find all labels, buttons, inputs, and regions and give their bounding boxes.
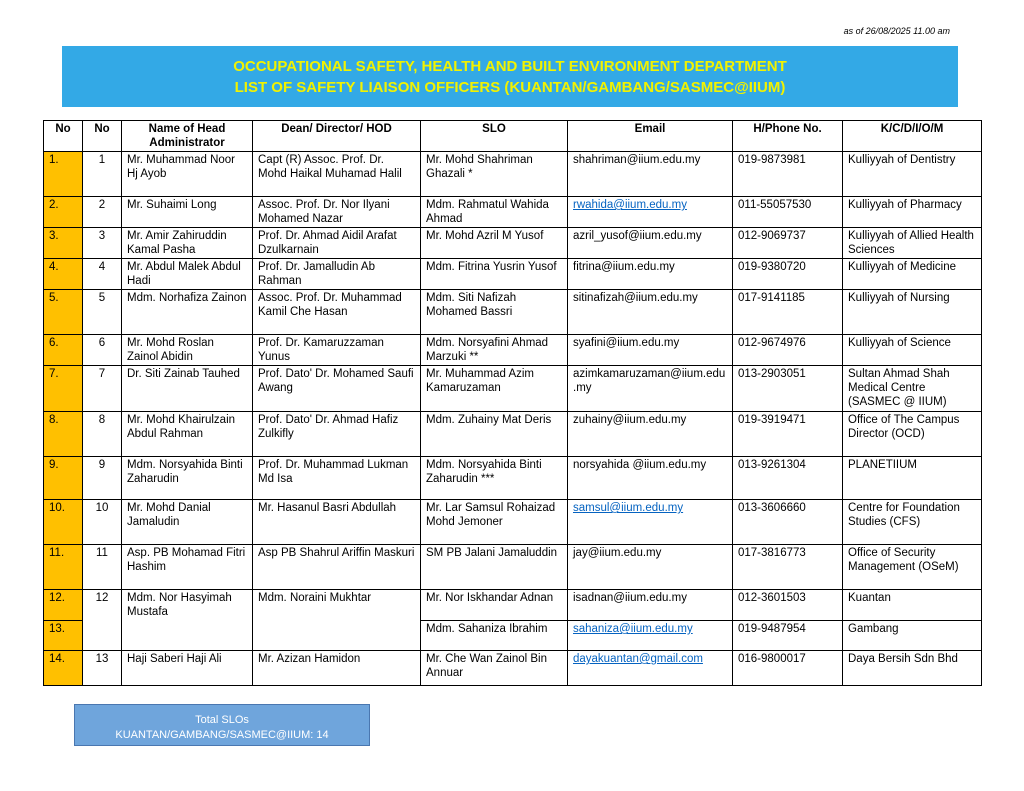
phone: 017-3816773 [733,545,843,590]
slo-name: Mdm. Norsyahida Binti Zaharudin *** [421,457,568,500]
dean: Prof. Dr. Ahmad Aidil Arafat Dzulkarnain [253,228,421,259]
email: azril_yusof@iium.edu.my [568,228,733,259]
table-header-row [44,121,982,152]
head-admin: Mdm. Norhafiza Zainon [122,290,253,335]
head-admin: Mdm. Nor Hasyimah Mustafa [122,590,253,651]
email-link[interactable]: rwahida@iium.edu.my [573,199,687,211]
phone: 012-9674976 [733,335,843,366]
header-no: No [83,121,122,152]
slo-name: Mdm. Siti Nafizah Mohamed Bassri [421,290,568,335]
email-link[interactable]: samsul@iium.edu.my [573,502,684,514]
slo-name: Mdm. Fitrina Yusrin Yusof [421,259,568,290]
phone: 013-9261304 [733,457,843,500]
row-index: 4. [44,259,83,290]
kcd: Gambang [843,621,982,651]
table-row [44,366,982,412]
row-index: 2. [44,197,83,228]
phone: 017-9141185 [733,290,843,335]
row-no: 11 [83,545,122,590]
kcd: Office of Security Management (OSeM) [843,545,982,590]
slo-name: Mr. Nor Iskhandar Adnan [421,590,568,621]
row-no: 4 [83,259,122,290]
kcd: Daya Bersih Sdn Bhd [843,651,982,686]
kcd: PLANETIIUM [843,457,982,500]
phone: 019-9487954 [733,621,843,651]
phone: 012-9069737 [733,228,843,259]
dean: Mdm. Noraini Mukhtar [253,590,421,651]
row-index: 8. [44,412,83,457]
slo-name: Mdm. Rahmatul Wahida Ahmad [421,197,568,228]
table-row [44,152,982,197]
head-admin: Asp. PB Mohamad Fitri Hashim [122,545,253,590]
title-department: OCCUPATIONAL SAFETY, HEALTH AND BUILT ENVIRONMENT DEPARTMENT [233,58,787,75]
kcd: Kuantan [843,590,982,621]
kcd: Kulliyyah of Nursing [843,290,982,335]
table-row [44,335,982,366]
table-row [44,500,982,545]
table-row [44,290,982,335]
dean: Assoc. Prof. Dr. Nor Ilyani Mohamed Nazar [253,197,421,228]
row-no: 13 [83,651,122,686]
kcd: Sultan Ahmad Shah Medical Centre (SASMEC @ IIUM) [843,366,982,412]
slo-name: Mr. Mohd Azril M Yusof [421,228,568,259]
email-link[interactable]: dayakuantan@gmail.com [573,653,703,665]
table-row [44,197,982,228]
head-admin: Mr. Abdul Malek Abdul Hadi [122,259,253,290]
slo-name: Mr. Che Wan Zainol Bin Annuar [421,651,568,686]
kcd: Kulliyyah of Pharmacy [843,197,982,228]
slo-name: Mr. Lar Samsul Rohaizad Mohd Jemoner [421,500,568,545]
row-index: 9. [44,457,83,500]
row-index: 10. [44,500,83,545]
row-index: 5. [44,290,83,335]
total-slos-box [74,704,370,746]
slo-name: Mr. Muhammad Azim Kamaruzaman [421,366,568,412]
row-no: 3 [83,228,122,259]
slo-table [43,120,982,686]
row-index: 6. [44,335,83,366]
email [568,651,733,686]
dean: Prof. Dr. Kamaruzzaman Yunus [253,335,421,366]
row-no: 2 [83,197,122,228]
kcd: Kulliyyah of Allied Health Sciences [843,228,982,259]
email: isadnan@iium.edu.my [568,590,733,621]
table-row [44,228,982,259]
table-row [44,545,982,590]
phone: 019-9873981 [733,152,843,197]
head-admin: Haji Saberi Haji Ali [122,651,253,686]
dean: Prof. Dato' Dr. Mohamed Saufi Awang [253,366,421,412]
email [568,197,733,228]
dean: Prof. Dato' Dr. Ahmad Hafiz Zulkifly [253,412,421,457]
head-admin: Mr. Muhammad Noor Hj Ayob [122,152,253,197]
email: fitrina@iium.edu.my [568,259,733,290]
slo-name: Mr. Mohd Shahriman Ghazali * [421,152,568,197]
email [568,621,733,651]
kcd: Kulliyyah of Dentistry [843,152,982,197]
phone: 013-2903051 [733,366,843,412]
head-admin: Mr. Mohd Khairulzain Abdul Rahman [122,412,253,457]
email: zuhainy@iium.edu.my [568,412,733,457]
header-index: No [44,121,83,152]
row-index: 7. [44,366,83,412]
phone: 013-3606660 [733,500,843,545]
head-admin: Mr. Amir Zahiruddin Kamal Pasha [122,228,253,259]
table-row [44,590,982,621]
header-email: Email [568,121,733,152]
kcd: Office of The Campus Director (OCD) [843,412,982,457]
table-row [44,412,982,457]
row-no: 5 [83,290,122,335]
head-admin: Mr. Mohd Danial Jamaludin [122,500,253,545]
phone: 019-3919471 [733,412,843,457]
dean: Mr. Azizan Hamidon [253,651,421,686]
row-no: 1 [83,152,122,197]
dean: Prof. Dr. Muhammad Lukman Md Isa [253,457,421,500]
email: norsyahida @iium.edu.my [568,457,733,500]
row-index: 14. [44,651,83,686]
kcd: Centre for Foundation Studies (CFS) [843,500,982,545]
title-list: LIST OF SAFETY LIAISON OFFICERS (KUANTAN/GAMBANG/SASMEC@IIUM) [234,79,786,96]
phone: 016-9800017 [733,651,843,686]
head-admin: Mdm. Norsyahida Binti Zaharudin [122,457,253,500]
header-head-admin: Name of Head Administrator [122,121,253,152]
header-dean: Dean/ Director/ HOD [253,121,421,152]
total-label: Total SLOs [195,714,249,726]
total-value: KUANTAN/GAMBANG/SASMEC@IIUM: 14 [115,729,329,741]
email: jay@iium.edu.my [568,545,733,590]
row-index: 1. [44,152,83,197]
dean: Mr. Hasanul Basri Abdullah [253,500,421,545]
row-index: 11. [44,545,83,590]
row-no: 9 [83,457,122,500]
kcd: Kulliyyah of Science [843,335,982,366]
dean: Asp PB Shahrul Ariffin Maskuri [253,545,421,590]
dean: Assoc. Prof. Dr. Muhammad Kamil Che Hasan [253,290,421,335]
email: shahriman@iium.edu.my [568,152,733,197]
header-slo: SLO [421,121,568,152]
slo-name: Mdm. Zuhainy Mat Deris [421,412,568,457]
as-of-timestamp: as of 26/08/2025 11.00 am [843,26,950,36]
phone: 011-55057530 [733,197,843,228]
email-link[interactable]: sahaniza@iium.edu.my [573,623,693,635]
head-admin: Dr. Siti Zainab Tauhed [122,366,253,412]
dean: Capt (R) Assoc. Prof. Dr. Mohd Haikal Muhamad Halil [253,152,421,197]
table-row [44,259,982,290]
slo-name: SM PB Jalani Jamaluddin [421,545,568,590]
table-row [44,651,982,686]
dean: Prof. Dr. Jamalludin Ab Rahman [253,259,421,290]
row-no: 7 [83,366,122,412]
email: azimkamaruzaman@iium.edu.my [568,366,733,412]
row-no: 10 [83,500,122,545]
row-no: 8 [83,412,122,457]
email: sitinafizah@iium.edu.my [568,290,733,335]
slo-name: Mdm. Norsyafini Ahmad Marzuki ** [421,335,568,366]
head-admin: Mr. Suhaimi Long [122,197,253,228]
email [568,500,733,545]
email: syafini@iium.edu.my [568,335,733,366]
row-no: 6 [83,335,122,366]
kcd: Kulliyyah of Medicine [843,259,982,290]
phone: 019-9380720 [733,259,843,290]
header-kcd: K/C/D/I/O/M [843,121,982,152]
row-index: 3. [44,228,83,259]
title-banner [62,46,958,107]
head-admin: Mr. Mohd Roslan Zainol Abidin [122,335,253,366]
table-row [44,457,982,500]
row-index: 12. [44,590,83,621]
phone: 012-3601503 [733,590,843,621]
row-no: 12 [83,590,122,651]
row-index: 13. [44,621,83,651]
header-phone: H/Phone No. [733,121,843,152]
slo-name: Mdm. Sahaniza Ibrahim [421,621,568,651]
